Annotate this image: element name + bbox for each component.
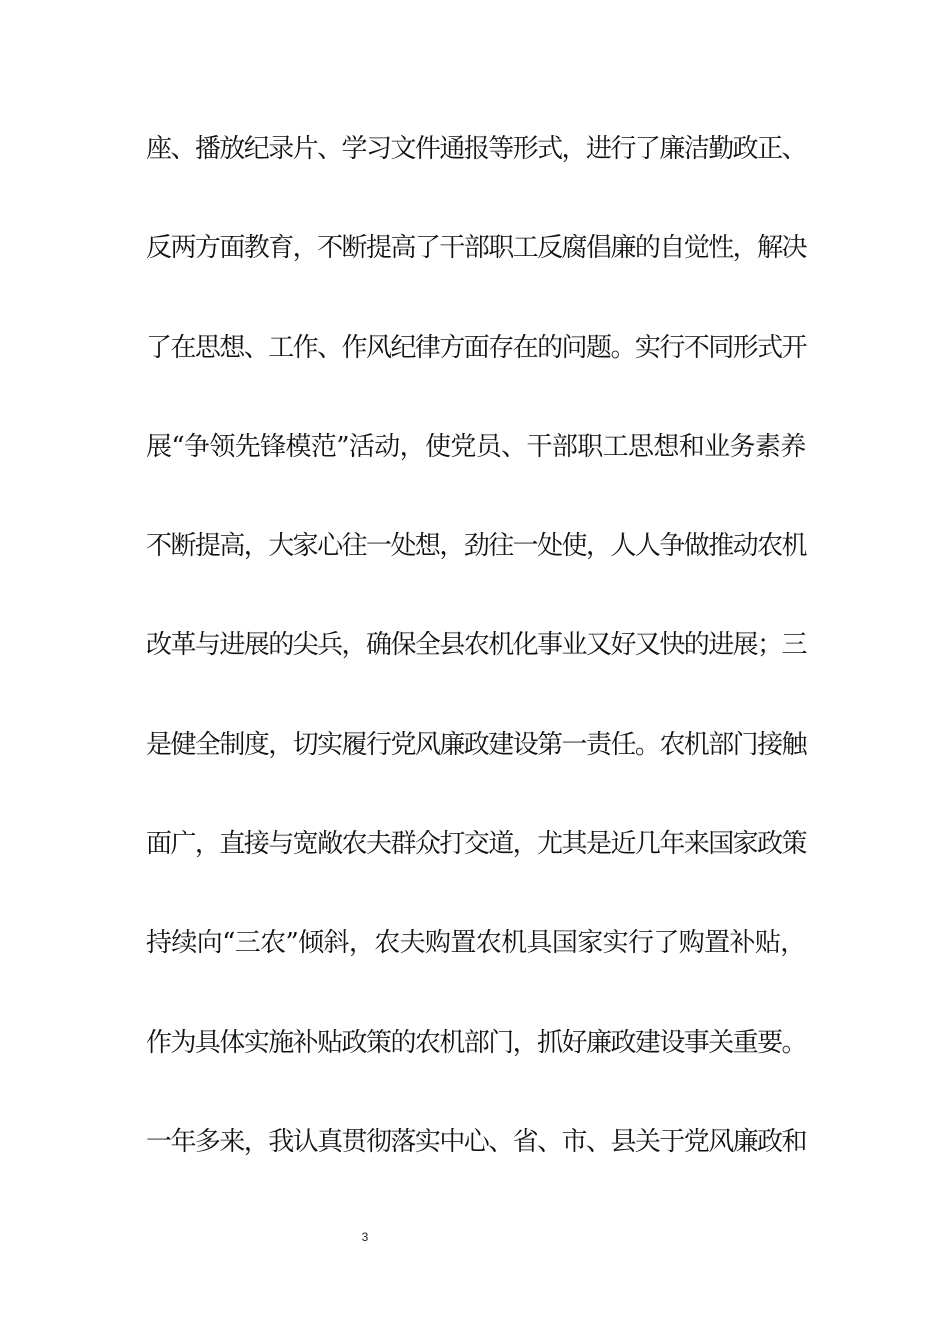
- text-line: 反两方面教育，不断提高了干部职工反腐倡廉的自觉性，解决: [146, 233, 807, 264]
- body-text: [146, 133, 806, 1225]
- text-line: 不断提高，大家心往一处想，劲往一处使，人人争做推动农机: [146, 531, 807, 562]
- text-line: 作为具体实施补贴政策的农机部门，抓好廉政建设事关重要。: [146, 1027, 807, 1058]
- text-line: 一年多来，我认真贯彻落实中心、省、市、县关于党风廉政和: [146, 1126, 807, 1157]
- text-line: 改革与进展的尖兵，确保全县农机化事业又好又快的进展；三: [146, 630, 807, 661]
- text-line: 座、播放纪录片、学习文件通报等形式，进行了廉洁勤政正、: [146, 134, 807, 164]
- text-line: 了在思想、工作、作风纪律方面存在的问题。实行不同形式开: [146, 332, 807, 363]
- text-line: 面广，直接与宽敞农夫群众打交道，尤其是近几年来国家政策: [146, 829, 807, 860]
- text-line: 持续向“三农”倾斜，农夫购置农机具国家实行了购置补贴，: [146, 928, 806, 959]
- text-line: 是健全制度，切实履行党风廉政建设第一责任。农机部门接触: [146, 729, 807, 760]
- text-line: 展“争领先锋模范”活动，使党员、干部职工思想和业务素养: [146, 431, 806, 462]
- page-number: 3: [361, 1230, 369, 1244]
